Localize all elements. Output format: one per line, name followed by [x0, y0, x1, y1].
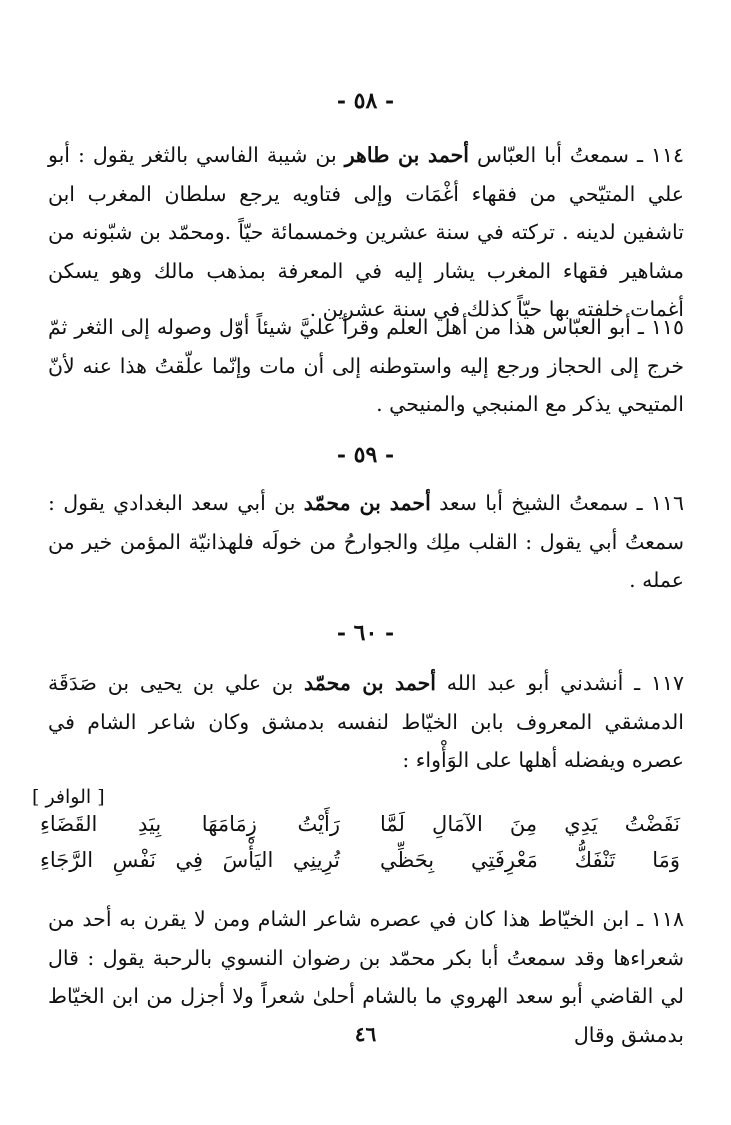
entry-117 — [48, 664, 684, 780]
entry-115-text: ١١٥ ـ أبو العبّاس هذا من أهل العلم وقرأ عليَّ شيئاً أوّل وصوله إلى الثغر ثمّ خرج إلى الحجاز ورجع إليه واستوطنه إلى أن مات وإنّما علّقتُ هذا عنه لأنّ المتيحي يذكر مع المنبجي والمنيحي . — [48, 315, 684, 416]
entry-116-name: أحمد بن محمّد — [303, 491, 431, 515]
entry-114-text: بن شيبة الفاسي بالثغر يقول : أبو علي المتيّحي من فقهاء أغْمَات وإلى فتاويه يرجع سلطان المغرب ابن تاشفين لدينه . تركته في سنة عشرين وخمسمائة حيّاً .ومحمّد بن شبّونه من مشاهير فقهاء المغرب يشار إليه في المعرفة بمذهب مالك وهو يسكن أغمات خلفته بها حيّاً كذلك في سنة عشرين . — [48, 143, 684, 321]
entry-114-name: أحمد بن طاهر — [344, 143, 469, 167]
poem-line-2-first-hemistich: وَمَا تَنْفَكُّ مَعْرِفَتِي بِحَظِّي — [380, 848, 680, 872]
section-header-58: - ٥٨ - — [336, 88, 395, 114]
section-header-60: - ٦٠ - — [336, 620, 395, 646]
poem-line-2 — [40, 848, 680, 872]
entry-114-lead: ١١٤ ـ سمعتُ أبا العبّاس — [468, 143, 684, 167]
section-header-59: - ٥٩ - — [336, 442, 395, 468]
page-number: ٤٦ — [354, 1022, 377, 1046]
entry-117-lead: ١١٧ ـ أنشدني أبو عبد الله — [436, 671, 684, 695]
poem-meter-label: [ الوافر ] — [32, 786, 105, 808]
entry-115 — [48, 308, 684, 424]
poem-line-1 — [40, 812, 680, 836]
entry-117-name: أحمد بن محمّد — [304, 671, 436, 695]
entry-116 — [48, 484, 684, 600]
entry-118-text: ١١٨ ـ ابن الخيّاط هذا كان في عصره شاعر الشام ومن لا يقرن به أحد من شعراءها وقد سمعتُ أبا بكر محمّد بن رضوان النسوي بالرحبة يقول : قال لي القاضي أبو سعد الهروي ما بالشام أحلىٰ شعراً ولا أجزل من ابن الخيّاط بدمشق وقال — [48, 907, 684, 1047]
poem-line-2-second-hemistich: تُرِينِي اليَأْسَ فِي نَفْسِ الرَّجَاءِ — [40, 848, 340, 872]
entry-116-text: بن أبي سعد البغدادي يقول : سمعتُ أبي يقول : القلب ملِك والجوارحُ من خولَه فلهذانيّة المؤمن خير من عمله . — [48, 491, 684, 592]
entry-114 — [48, 136, 684, 329]
poem-line-1-second-hemistich: رَأَيْتُ زِمَامَهَا بِيَدِ القَضَاءِ — [40, 812, 340, 836]
poem-line-1-first-hemistich: نَفَضْتُ يَدِي مِنَ الآمَالِ لَمَّا — [380, 812, 680, 836]
entry-116-lead: ١١٦ ـ سمعتُ الشيخ أبا سعد — [430, 491, 685, 515]
entry-117-text: بن علي بن يحيى بن صَدَقَة الدمشقي المعروف بابن الخيّاط لنفسه بدمشق وكان شاعر الشام في عصره ويفضله أهلها على الوَأْواء : — [48, 671, 684, 772]
